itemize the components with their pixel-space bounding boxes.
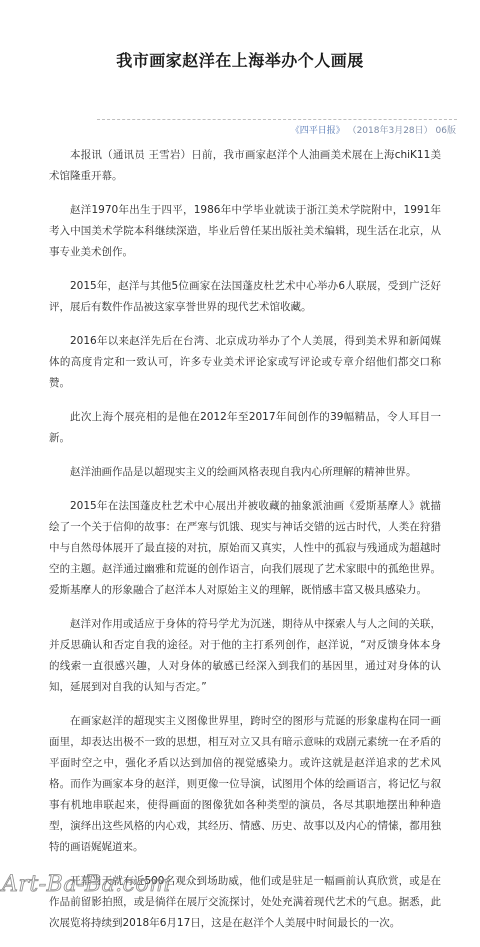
article-paragraph: 2016年以来赵洋先后在台湾、北京成功举办了个人美展，得到美术界和新闻媒体的高度肯定和一致认可，许多专业美术评论家或写评论或专章介绍他们都交口称赞。 <box>49 335 441 389</box>
source-paper-link[interactable]: 《四平日报》 <box>290 126 345 136</box>
source-page: 06版 <box>435 126 456 136</box>
article-title: 我市画家赵洋在上海举办个人画展 <box>116 51 364 70</box>
article-paragraph: 赵洋1970年出生于四平，1986年中学毕业就读于浙江美术学院附中，1991年考入中国美术学院本科继续深造，毕业后曾任某出版社美术编辑，现生活在北京，从事专业美术创作。 <box>49 204 441 258</box>
article-body <box>49 145 441 947</box>
title-divider <box>97 119 457 120</box>
article-paragraph: 此次上海个展亮相的是他在2012年至2017年间创作的39幅精品，令人耳目一新。 <box>49 411 441 444</box>
article-paragraph: 开幕当天就有近500名观众到场助威，他们或是驻足一幅画前认真欣赏，或是在作品前留影拍照，或是徜徉在展厅交流探讨，处处充满着现代艺术的气息。据悉，此次展览将持续到2018年6月17日，这是在赵洋个人美展中时间最长的一次。 <box>49 875 441 929</box>
article-paragraph: 在画家赵洋的超现实主义图像世界里，跨时空的图形与荒诞的形象虚构在同一画面里，却表达出极不一致的思想，相互对立又具有暗示意味的戏剧元素统一在矛盾的平面时空之中，强化矛盾以达到加倍的视觉感染力。或许这就是赵洋追求的艺术风格。而作为画家本身的赵洋，则更像一位导演，试图用个体的绘画语言，将记忆与叙事有机地串联起来，使得画面的图像犹如各种类型的演员，各尽其职地摆出种种造型，演绎出这些风格的内心戏，其经历、情感、历史、故事以及内心的情愫，都用独特的画语娓娓道来。 <box>49 715 441 853</box>
article-paragraph: 2015年在法国蓬皮杜艺术中心展出并被收藏的抽象派油画《爱斯基摩人》就描绘了一个关于信仰的故事：在严寒与饥饿、现实与神话交错的远古时代，人类在狩猎中与自然母体展开了最直接的对抗，原始而又真实，人性中的孤寂与残通成为超越时空的主题。赵洋通过幽雅和荒诞的创作语言，向我们展现了艺术家眼中的孤绝世界。爱斯基摩人的形象融合了赵洋本人对原始主义的理解，既悄感丰富又极具感染力。 <box>49 500 441 596</box>
source-line <box>291 123 456 136</box>
article-paragraph: 赵洋对作用或适应于身体的符号学尤为沉迷，期待从中探索人与人之间的关联，并反思确认和否定自我的途径。对于他的主打系列创作，赵洋说，“对反馈身体本身的线索一直很感兴趣，人对身体的敏感已经深入到我们的基因里，通过对身体的认知，延展到对自我的认知与否定。” <box>49 618 441 693</box>
article-paragraph: 本报讯（通讯员 王雪岩）日前，我市画家赵洋个人油画美术展在上海chiK11美术馆隆重开幕。 <box>49 149 441 182</box>
article-paragraph: 赵洋油画作品是以超现实主义的绘画风格表现自我内心所理解的精神世界。 <box>70 466 417 478</box>
article-paragraph: 2015年，赵洋与其他5位画家在法国蓬皮杜艺术中心举办6人联展，受到广泛好评，展后有数件作品被这家享誉世界的现代艺术馆收藏。 <box>49 280 441 313</box>
source-date: （2018年3月28日） <box>347 126 433 136</box>
site-watermark: Art-Ba-Ba.com <box>2 872 171 897</box>
